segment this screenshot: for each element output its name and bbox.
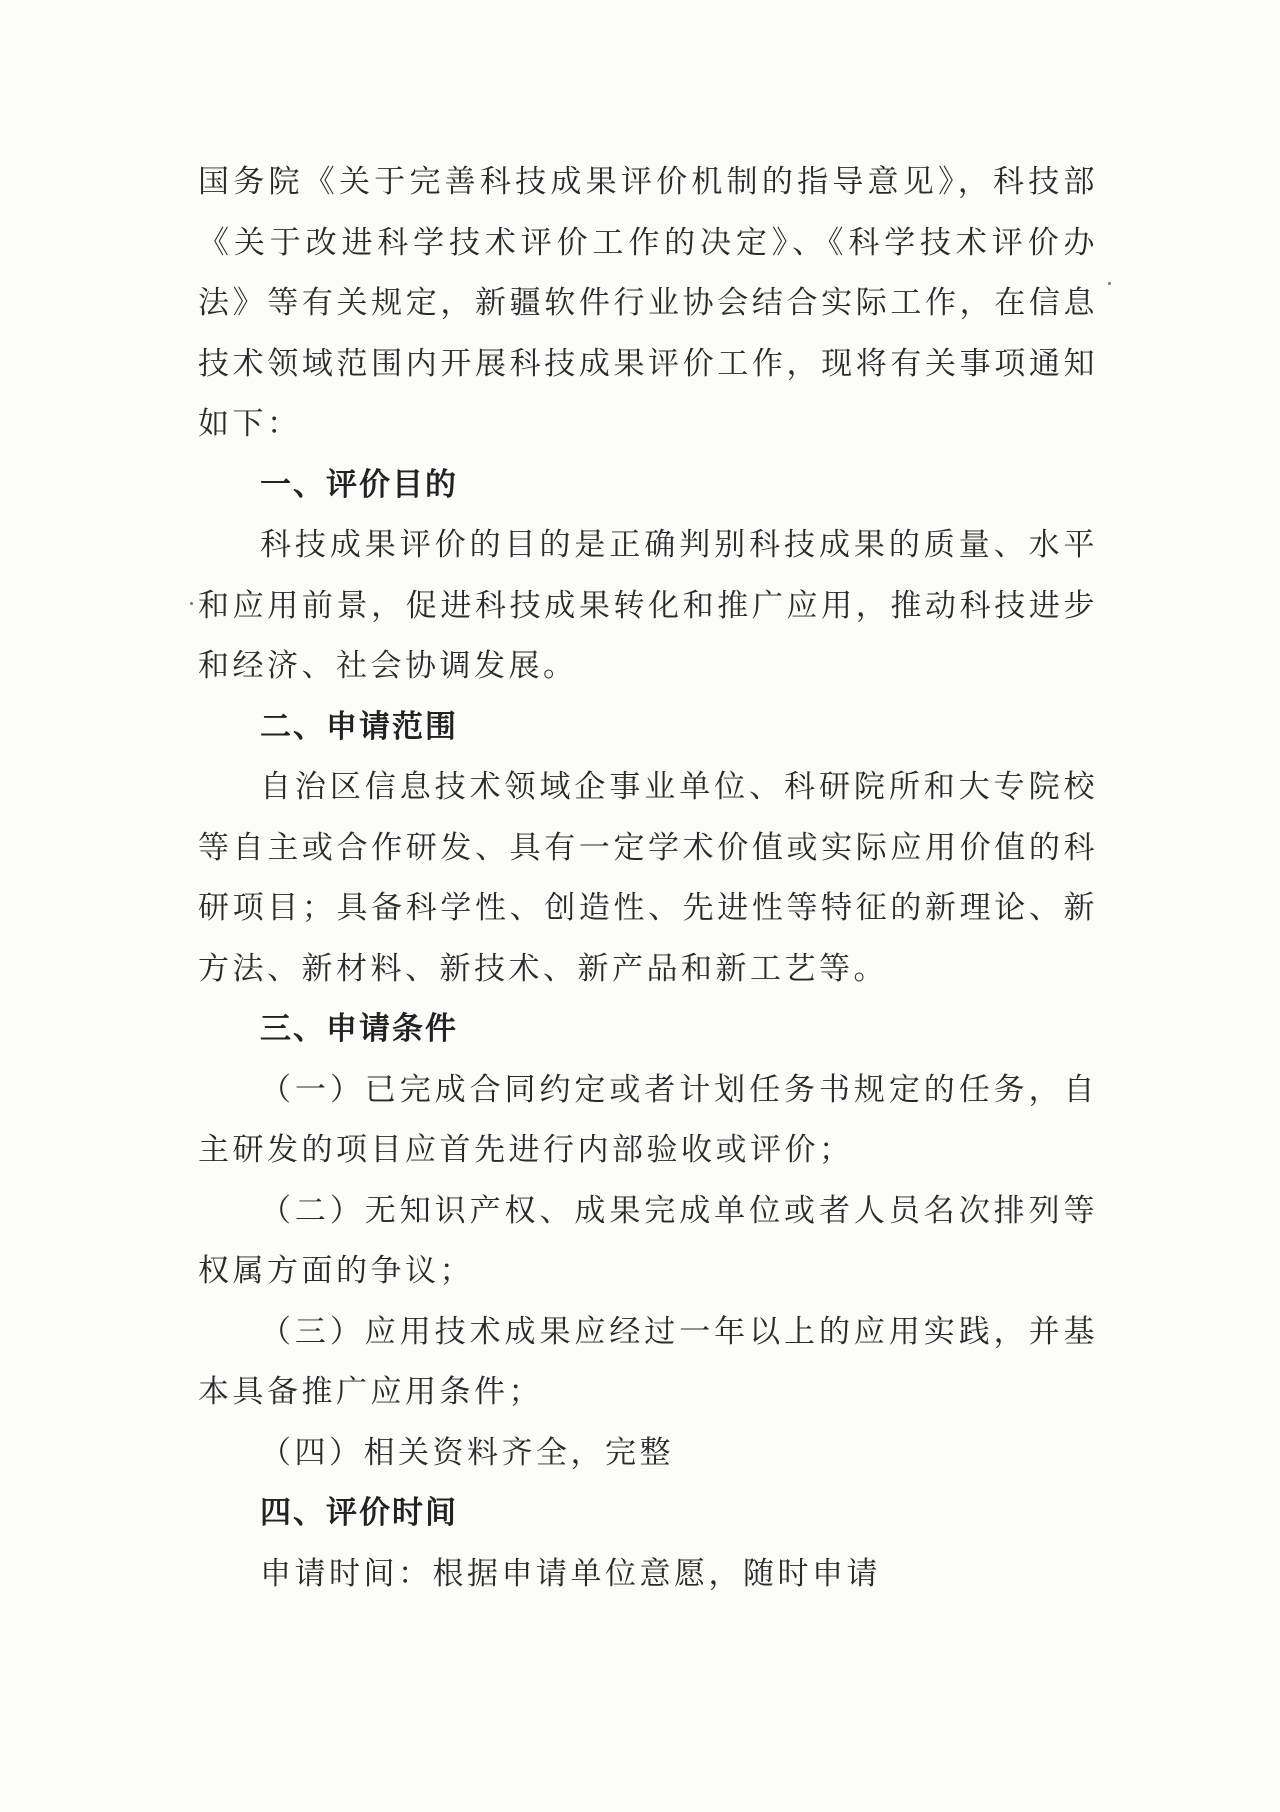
section-heading-scope: 二、申请范围	[260, 708, 458, 745]
condition-item-4: （四）相关资料齐全，完整	[260, 1434, 674, 1471]
scan-speck	[1108, 282, 1111, 285]
section-heading-purpose: 一、评价目的	[260, 466, 458, 503]
condition-item-1: （一）已完成合同约定或者计划任务书规定的任务，自主研发的项目应首先进行内部验收或评价；	[198, 1071, 1098, 1168]
time-paragraph: 申请时间：根据申请单位意愿，随时申请	[260, 1555, 881, 1592]
purpose-paragraph: 科技成果评价的目的是正确判别科技成果的质量、水平和应用前景，促进科技成果转化和推广应用，推动科技进步和经济、社会协调发展。	[198, 527, 1098, 684]
scope-paragraph: 自治区信息技术领域企事业单位、科研院所和大专院校等自主或合作研发、具有一定学术价值或实际应用价值的科研项目；具备科学性、创造性、先进性等特征的新理论、新方法、新材料、新技术、新产品和新工艺等。	[198, 769, 1098, 987]
intro-paragraph: 国务院《关于完善科技成果评价机制的指导意见》，科技部《关于改进科学技术评价工作的决定》、《科学技术评价办法》等有关规定，新疆软件行业协会结合实际工作，在信息技术领域范围内开展科技成果评价工作，现将有关事项通知如下：	[198, 164, 1098, 442]
section-heading-time: 四、评价时间	[260, 1495, 458, 1531]
section-heading-conditions: 三、申请条件	[260, 1011, 458, 1047]
scan-speck	[190, 602, 193, 605]
document-body	[198, 152, 1098, 1604]
condition-item-2: （二）无知识产权、成果完成单位或者人员名次排列等权属方面的争议；	[198, 1192, 1098, 1289]
condition-item-3: （三）应用技术成果应经过一年以上的应用实践，并基本具备推广应用条件；	[198, 1313, 1098, 1410]
